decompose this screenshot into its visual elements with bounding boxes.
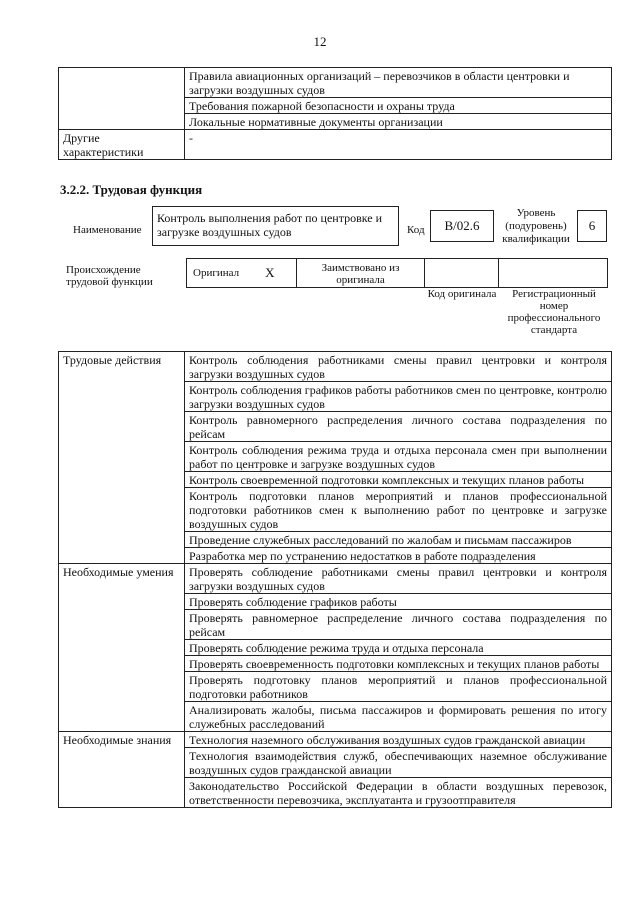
section-title: 3.2.2. Трудовая функция — [60, 182, 203, 197]
labor-action-item: Проведение служебных расследований по жалобам и письмам пассажиров — [185, 532, 612, 548]
skill-item: Проверять подготовку планов мероприятий и планов профессиональной подготовки работников — [185, 672, 612, 702]
required-skills-label: Необходимые умения — [59, 564, 185, 732]
original-cell — [187, 259, 297, 287]
required-knowledge-label: Необходимые знания — [59, 732, 185, 808]
origin-row — [186, 258, 608, 288]
qualification-level: 6 — [577, 210, 607, 242]
knowledge-item: Законодательство Российской Федерации в области воздушных перевозок, ответственности перевозчика, эксплуатанта и грузоотправителя — [185, 778, 612, 808]
code-original-label: Код оригинала — [427, 288, 497, 300]
labor-action-item: Контроль подготовки планов мероприятий и планов профессиональной подготовки работников смен к выполнению работ по центровке и загрузке воздушных судов — [185, 488, 612, 532]
top-table-item: Требования пожарной безопасности и охраны труда — [185, 98, 612, 114]
top-table-item: Правила авиационных организаций – перевозчиков в области центровки и загрузки воздушных судов — [185, 68, 612, 98]
top-table — [58, 67, 612, 160]
labor-action-item: Контроль соблюдения графиков работы работников смен по центровке, контролю загрузки воздушных судов — [185, 382, 612, 412]
labor-action-item: Контроль соблюдения работниками смены правил центровки и контроля загрузки воздушных судов — [185, 352, 612, 382]
labor-action-item: Контроль своевременной подготовки комплексных и текущих планов работы — [185, 472, 612, 488]
labor-action-item: Контроль соблюдения режима труда и отдыха персонала смен при выполнении работ по центровке и загрузке воздушных судов — [185, 442, 612, 472]
labor-action-item: Контроль равномерного распределения личного состава подразделения по рейсам — [185, 412, 612, 442]
original-label: Оригинал — [193, 267, 240, 279]
top-table-label — [59, 68, 185, 130]
knowledge-item: Технология взаимодействия служб, обеспечивающих наземное обслуживание воздушных судов гражданской авиации — [185, 748, 612, 778]
other-characteristics-label: Другие характеристики — [59, 130, 185, 160]
origin-label: Происхождение трудовой функции — [66, 264, 153, 288]
labor-action-item: Разработка мер по устранению недостатков в работе подразделения — [185, 548, 612, 564]
page-number: 12 — [313, 34, 327, 49]
code-label: Код — [407, 224, 425, 236]
skill-item: Проверять соблюдение работниками смены правил центровки и контроля загрузки воздушных судов — [185, 564, 612, 594]
borrowed-label: Заимствовано из оригинала — [297, 259, 425, 287]
skill-item: Проверять своевременность подготовки комплексных и текущих планов работы — [185, 656, 612, 672]
level-label: Уровень (подуровень) квалификации — [502, 207, 570, 245]
name-label: Наименование — [73, 224, 142, 236]
skill-item: Проверять равномерное распределение личного состава подразделения по рейсам — [185, 610, 612, 640]
labor-actions-label: Трудовые действия — [59, 352, 185, 564]
function-name: Контроль выполнения работ по центровке и загрузке воздушных судов — [152, 206, 399, 246]
skill-item: Проверять соблюдение режима труда и отдыха персонала — [185, 640, 612, 656]
skill-item: Проверять соблюдение графиков работы — [185, 594, 612, 610]
main-table — [58, 351, 612, 808]
top-table-item: Локальные нормативные документы организации — [185, 114, 612, 130]
knowledge-item: Технология наземного обслуживания воздушных судов гражданской авиации — [185, 732, 612, 748]
reg-number-cell — [499, 259, 607, 287]
code-original-cell — [425, 259, 499, 287]
skill-item: Анализировать жалобы, письма пассажиров и формировать решения по итогу служебных расследований — [185, 702, 612, 732]
reg-number-label: Регистрационный номер профессионального стандарта — [507, 288, 601, 336]
other-characteristics-value: - — [185, 130, 612, 160]
function-code: B/02.6 — [430, 210, 494, 242]
original-mark: X — [265, 265, 275, 280]
